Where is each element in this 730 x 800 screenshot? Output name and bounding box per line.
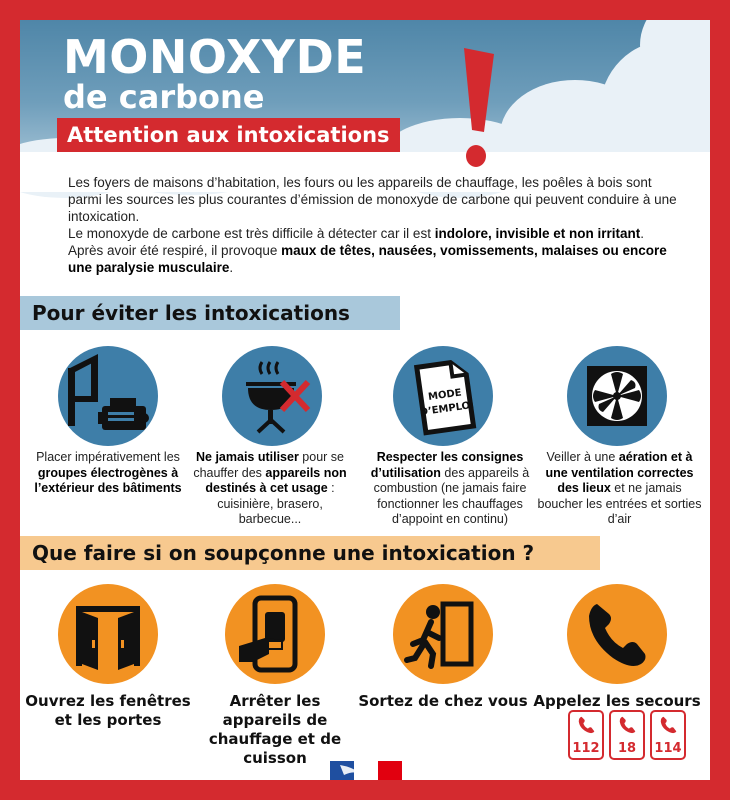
- manual-text-line1: MODE: [427, 387, 463, 404]
- intro-text: [68, 174, 683, 276]
- prevention-caption-2: Ne jamais utiliser pour se chauffer des appareils non destinés à cet usage : cuisinière, brasero, barbecue...: [193, 450, 347, 526]
- title-main: MONOXYDE: [63, 30, 367, 84]
- emergency-number-18[interactable]: 18: [609, 710, 645, 760]
- action-label-3: Sortez de chez vous: [358, 692, 528, 710]
- emergency-exit-icon: [393, 584, 493, 684]
- manual-text-line2: D’EMPLOI: [419, 399, 475, 419]
- phone-icon: [567, 584, 667, 684]
- prevention-caption-4: Veiller à une aération et à une ventilation correctes des lieux et ne jamais boucher les entrées et sorties d’air: [537, 450, 702, 526]
- ventilation-fan-icon: [567, 346, 667, 446]
- barbecue-crossed-icon: [222, 346, 322, 446]
- open-doors-icon: [58, 584, 158, 684]
- switch-off-icon: [225, 584, 325, 684]
- intro-paragraph-3: Après avoir été respiré, il provoque maux de têtes, nausées, vomissements, malaises ou encore une paralysie musculaire.: [68, 243, 667, 275]
- action-label-2: Arrêter les appareils de chauffage et de cuisson: [208, 692, 342, 767]
- action-label-4: Appelez les secours: [533, 692, 701, 710]
- phone-small-icon: [576, 714, 598, 736]
- action-label-1: Ouvrez les fenêtres et les portes: [25, 692, 191, 729]
- exclamation-mark-icon: [458, 44, 498, 174]
- title-subline: de carbone: [63, 78, 265, 116]
- poster-content: [20, 20, 710, 780]
- section-heading-prevention: Pour éviter les intoxications: [20, 296, 400, 330]
- intro-paragraph-2: Le monoxyde de carbone est très difficile à détecter car il est indolore, invisible et non irritant.: [68, 226, 644, 241]
- prevention-caption-3: Respecter les consignes d’utilisation des appareils à combustion (ne jamais faire fonctionner les chauffages d’appoint en continu): [370, 450, 530, 526]
- phone-small-icon: [658, 714, 680, 736]
- emergency-number-114[interactable]: 114: [650, 710, 686, 760]
- section-heading-actions: Que faire si on soupçonne une intoxication ?: [20, 536, 600, 570]
- emergency-number-112[interactable]: 112: [568, 710, 604, 760]
- intro-paragraph-1: Les foyers de maisons d’habitation, les fours ou les appareils de chauffage, les poêles à bois sont parmi les sources les plus courantes d’émission de monoxyde de carbone qui peuvent conduire à une intoxication.: [68, 175, 677, 224]
- generator-icon: [58, 346, 158, 446]
- title-banner: Attention aux intoxications: [57, 118, 400, 152]
- emergency-numbers: [568, 710, 688, 760]
- user-manual-icon: [393, 346, 493, 446]
- prevention-caption-1: Placer impérativement les groupes électrogènes à l’extérieur des bâtiments: [34, 450, 182, 495]
- phone-small-icon: [617, 714, 639, 736]
- republique-francaise-logo: [330, 761, 402, 780]
